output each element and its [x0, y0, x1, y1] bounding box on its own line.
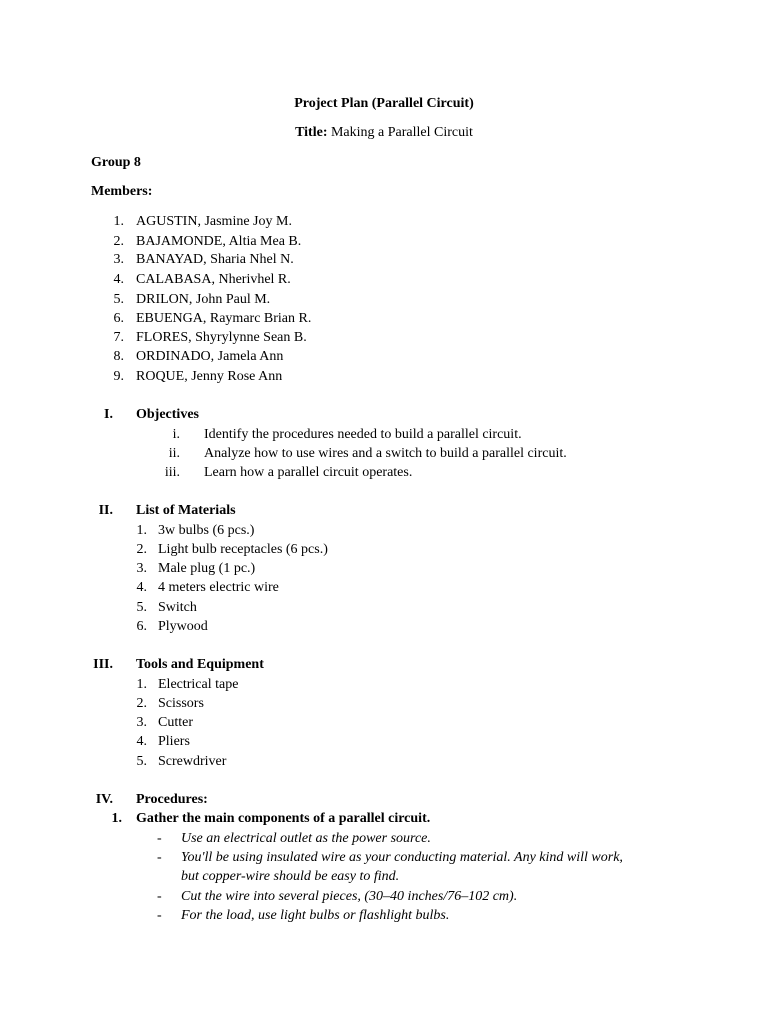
tool-number: 2.: [136, 696, 147, 711]
section-number: I.: [104, 407, 113, 422]
member-number: 5.: [113, 292, 124, 307]
member-number: 2.: [113, 234, 124, 249]
bullet-text: You'll be using insulated wire as your conducting material. Any kind will work,: [181, 850, 623, 865]
member-number: 7.: [113, 330, 124, 345]
group-label: Group 8: [91, 155, 141, 170]
material-number: 3.: [136, 561, 147, 576]
page-title: Project Plan (Parallel Circuit): [294, 96, 474, 111]
objective-text: Learn how a parallel circuit operates.: [204, 465, 413, 480]
material-text: 3w bulbs (6 pcs.): [158, 523, 255, 538]
bullet-dash: -: [157, 908, 162, 923]
member-name: BANAYAD, Sharia Nhel N.: [136, 252, 294, 267]
tool-number: 4.: [136, 734, 147, 749]
tool-text: Screwdriver: [158, 754, 227, 769]
bullet-dash: -: [157, 850, 162, 865]
materials-heading: List of Materials: [136, 503, 236, 518]
member-name: ROQUE, Jenny Rose Ann: [136, 369, 283, 384]
tool-number: 1.: [136, 677, 147, 692]
member-name: BAJAMONDE, Altia Mea B.: [136, 234, 302, 249]
bullet-dash: -: [157, 831, 162, 846]
section-number: II.: [98, 503, 113, 518]
material-number: 4.: [136, 580, 147, 595]
bullet-text-continued: but copper-wire should be easy to find.: [181, 869, 400, 884]
material-text: Light bulb receptacles (6 pcs.): [158, 542, 328, 557]
objective-text: Analyze how to use wires and a switch to build a parallel circuit.: [204, 446, 567, 461]
objectives-heading: Objectives: [136, 407, 199, 422]
bullet-text: For the load, use light bulbs or flashlight bulbs.: [181, 908, 450, 923]
project-title-line: [0, 123, 768, 142]
procedures-heading: Procedures:: [136, 792, 208, 807]
member-name: EBUENGA, Raymarc Brian R.: [136, 311, 312, 326]
member-name: DRILON, John Paul M.: [136, 292, 271, 307]
material-text: Male plug (1 pc.): [158, 561, 256, 576]
member-name: ORDINADO, Jamela Ann: [136, 349, 284, 364]
tool-number: 5.: [136, 754, 147, 769]
member-name: AGUSTIN, Jasmine Joy M.: [136, 214, 292, 229]
material-text: Switch: [158, 600, 197, 615]
objective-number: ii.: [168, 446, 180, 461]
member-number: 6.: [113, 311, 124, 326]
material-text: 4 meters electric wire: [158, 580, 279, 595]
member-number: 1.: [113, 214, 124, 229]
objective-number: i.: [172, 427, 180, 442]
bullet-dash: -: [157, 889, 162, 904]
section-number: III.: [93, 657, 113, 672]
member-number: 3.: [113, 252, 124, 267]
tool-number: 3.: [136, 715, 147, 730]
tool-text: Cutter: [158, 715, 193, 730]
bullet-text: Cut the wire into several pieces, (30–40 inches/76–102 cm).: [181, 889, 518, 904]
material-number: 2.: [136, 542, 147, 557]
tool-text: Pliers: [158, 734, 190, 749]
material-text: Plywood: [158, 619, 208, 634]
project-title-value: Making a Parallel Circuit: [330, 125, 473, 140]
member-name: CALABASA, Nherivhel R.: [136, 272, 291, 287]
material-number: 6.: [136, 619, 147, 634]
procedure-step-number: 1.: [111, 811, 122, 826]
material-number: 5.: [136, 600, 147, 615]
section-number: IV.: [95, 792, 113, 807]
tool-text: Scissors: [158, 696, 204, 711]
member-name: FLORES, Shyrylynne Sean B.: [136, 330, 307, 345]
member-number: 8.: [113, 349, 124, 364]
member-number: 9.: [113, 369, 124, 384]
tool-text: Electrical tape: [158, 677, 239, 692]
member-number: 4.: [113, 272, 124, 287]
procedure-step-text: Gather the main components of a parallel circuit.: [136, 811, 431, 826]
tools-heading: Tools and Equipment: [136, 657, 264, 672]
members-heading: Members:: [91, 184, 153, 199]
material-number: 1.: [136, 523, 147, 538]
bullet-text: Use an electrical outlet as the power source.: [181, 831, 431, 846]
project-title-label: Title:: [295, 125, 328, 140]
objective-number: iii.: [164, 465, 180, 480]
objective-text: Identify the procedures needed to build a parallel circuit.: [204, 427, 522, 442]
